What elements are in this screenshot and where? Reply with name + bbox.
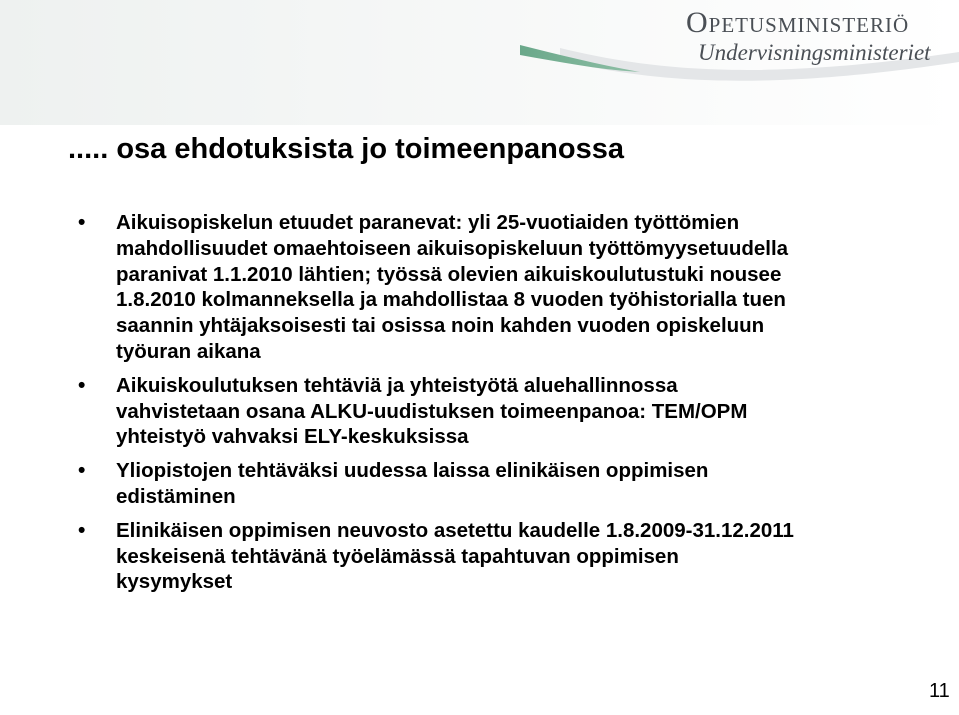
bullet-text-line: vahvistetaan osana ALKU-uudistuksen toimeenpanoa: TEM/OPM	[116, 399, 748, 423]
bullet-item	[78, 373, 948, 450]
bullet-dot-icon: •	[78, 211, 86, 234]
bullet-text-line: 1.8.2010 kolmanneksella ja mahdollistaa 8 vuoden työhistorialla tuen	[116, 288, 786, 312]
bullet-text-line: edistäminen	[116, 484, 236, 508]
bullet-dot-icon: •	[78, 373, 86, 397]
bullet-item	[78, 518, 948, 595]
bullet-list	[78, 210, 948, 603]
bullet-text-line: Aikuisopiskelun etuudet paranevat: yli 25-vuotiaiden työttömien	[116, 211, 740, 234]
bullet-text-line: yhteistyö vahvaksi ELY-keskuksissa	[116, 425, 469, 449]
logo-title: Opetusministeriö	[686, 6, 910, 39]
page-number: 11	[929, 680, 950, 702]
bullet-dot-icon: •	[78, 459, 86, 483]
bullet-dot-icon: •	[78, 518, 86, 542]
bullet-text-line: Elinikäisen oppimisen neuvosto asetettu kaudelle 1.8.2009-31.12.2011	[116, 518, 794, 542]
bullet-text-line: paranivat 1.1.2010 lähtien; työssä olevien aikuiskoulutustuki nousee	[116, 262, 782, 286]
slide-title: ..... osa ehdotuksista jo toimeenpanossa	[68, 133, 624, 165]
bullet-item	[78, 458, 948, 510]
bullet-text-line: mahdollisuudet omaehtoiseen aikuisopiskeluun työttömyysetuudella	[116, 236, 789, 260]
bullet-text-line: keskeisenä tehtävänä työelämässä tapahtuvan oppimisen	[116, 544, 679, 568]
bullet-text-line: saannin yhtäjaksoisesti tai osissa noin kahden vuoden opiskeluun	[116, 314, 765, 338]
bullet-text-line: Aikuiskoulutuksen tehtäviä ja yhteistyötä aluehallinnossa	[116, 373, 678, 397]
bullet-text-line: kysymykset	[116, 570, 233, 594]
logo-subtitle: Undervisningsministeriet	[698, 40, 931, 65]
bullet-text-line: Yliopistojen tehtäväksi uudessa laissa elinikäisen oppimisen	[116, 459, 709, 483]
slide-header	[0, 0, 959, 135]
bullet-item	[78, 210, 948, 365]
bullet-text-line: työuran aikana	[116, 339, 261, 363]
